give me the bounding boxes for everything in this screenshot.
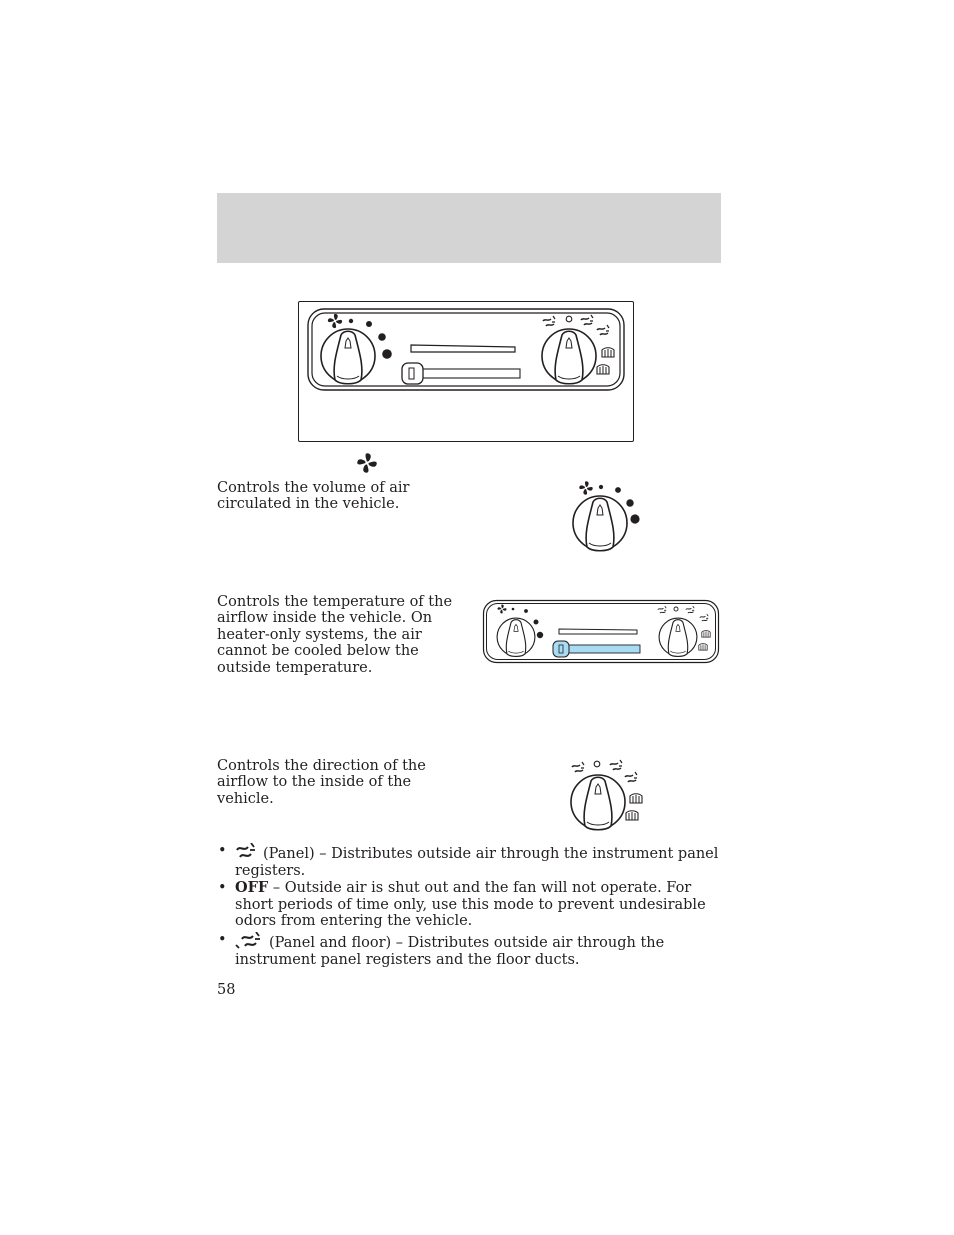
panel-floor-vent-icon [235,932,263,950]
section-header-band [217,193,721,263]
list-item: • (Panel) – Distributes outside air through the instrument panel registers. [218,843,719,879]
page-number: 58 [217,982,236,998]
temperature-control-illustration [482,599,720,664]
climate-control-panel-illustration [298,301,634,442]
bullet-text: – Outside air is shut out and the fan will not operate. For short periods of time only, use this mode to prevent undesirable odors from entering the vehicle. [235,880,706,930]
temperature-description: Controls the temperature of the airflow inside the vehicle. On heater-only systems, the air cannot be cooled below the outside temperature. [217,594,453,676]
off-label: OFF [235,879,269,897]
mode-description: Controls the direction of the airflow to the inside of the vehicle. [217,758,426,807]
fan-speed-knob-illustration [570,478,646,554]
list-item: • OFF – Outside air is shut out and the fan will not operate. For short periods of time only, use this mode to prevent undesirable odors from entering the vehicle. [218,879,706,930]
mode-knob-illustration [565,755,647,835]
climate-panel-drawing [299,302,633,441]
mode-options-list [217,843,722,969]
bullet-text: (Panel and floor) – Distributes outside air through the instrument panel registers and the floor ducts. [235,934,665,968]
bullet-text: (Panel) – Distributes outside air through the instrument panel registers. [235,846,719,879]
list-item: • (Panel and floor) – Distributes outside air through the instrument panel registers and the floor ducts. [218,931,665,968]
panel-vent-icon [235,843,257,861]
fan-description: Controls the volume of air circulated in the vehicle. [217,480,410,513]
fan-icon [356,452,378,474]
